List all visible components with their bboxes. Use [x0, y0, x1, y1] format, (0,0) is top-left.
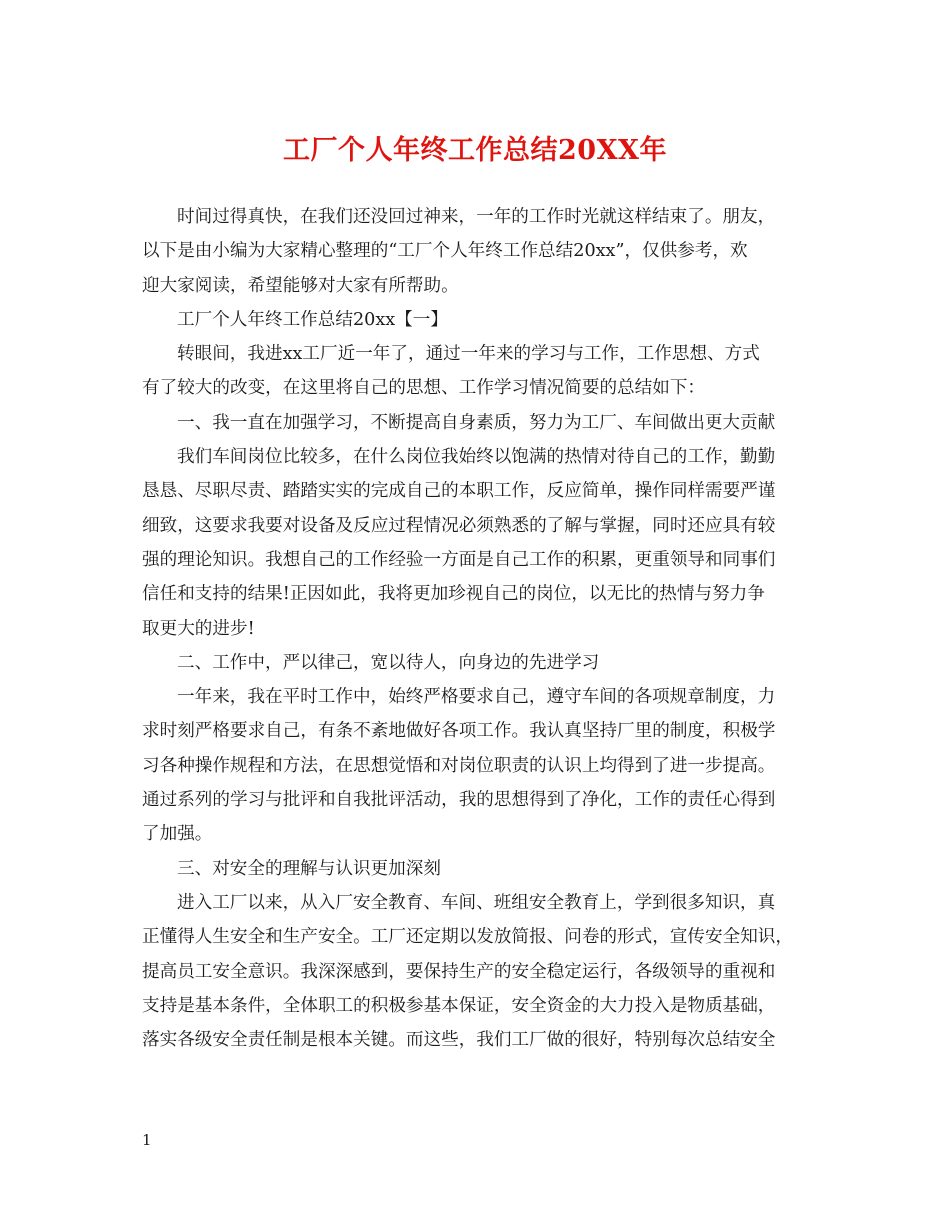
text-line: 强的理论知识。我想自己的工作经验一方面是自己工作的积累，更重领导和同事们	[142, 549, 776, 570]
document-body	[142, 200, 808, 1057]
text-line: 细致，这要求我要对设备及反应过程情况必须熟悉的了解与掌握，同时还应具有较	[142, 515, 776, 536]
text-line: 转眼间，我进xx工厂近一年了，通过一年来的学习与工作，工作思想、方式	[177, 344, 760, 365]
text-line: 一、我一直在加强学习，不断提高自身素质，努力为工厂、车间做出更大贡献	[177, 412, 776, 433]
text-line: 支持是基本条件，全体职工的积极参基本保证，安全资金的大力投入是物质基础，	[142, 995, 776, 1016]
text-line: 取更大的进步!	[142, 618, 255, 639]
document-title: 工厂个人年终工作总结20XX年	[283, 135, 667, 166]
text-line: 三、对安全的理解与认识更加深刻	[177, 858, 441, 879]
text-line: 求时刻严格要求自己，有条不紊地做好各项工作。我认真坚持厂里的制度，积极学	[142, 721, 776, 742]
text-line: 以下是由小编为大家精心整理的“工厂个人年终工作总结20xx”，仅供参考，欢	[142, 241, 748, 262]
text-line: 落实各级安全责任制是根本关键。而这些，我们工厂做的很好，特别每次总结安全	[142, 1030, 776, 1051]
text-line: 习各种操作规程和方法，在思想觉悟和对岗位职责的认识上均得到了进一步提高。	[142, 755, 776, 776]
text-line: 有了较大的改变，在这里将自己的思想、工作学习情况简要的总结如下：	[142, 378, 706, 399]
text-line: 二、工作中，严以律己，宽以待人，向身边的先进学习	[177, 652, 600, 673]
text-line: 进入工厂以来，从入厂安全教育、车间、班组安全教育上，学到很多知识，真	[177, 892, 776, 913]
page-number: 1	[142, 1131, 152, 1149]
text-line: 一年来，我在平时工作中，始终严格要求自己，遵守车间的各项规章制度，力	[177, 687, 776, 708]
text-line: 时间过得真快，在我们还没回过神来，一年的工作时光就这样结束了。朋友，	[177, 207, 776, 227]
text-line: 恳恳、尽职尽责、踏踏实实的完成自己的本职工作，反应简单，操作同样需要严谨	[142, 481, 776, 502]
text-line: 信任和支持的结果!正因如此，我将更加珍视自己的岗位，以无比的热情与努力争	[142, 584, 765, 605]
text-line: 通过系列的学习与批评和自我批评活动，我的思想得到了净化，工作的责任心得到	[142, 790, 776, 811]
text-line: 工厂个人年终工作总结20xx【一】	[177, 309, 448, 330]
text-line: 我们车间岗位比较多，在什么岗位我始终以饱满的热情对待自己的工作，勤勤	[177, 447, 776, 468]
text-line: 提高员工安全意识。我深深感到，要保持生产的安全稳定运行，各级领导的重视和	[142, 961, 776, 982]
text-line: 了加强。	[142, 824, 213, 845]
text-line: 正懂得人生安全和生产安全。工厂还定期以发放简报、问卷的形式，宣传安全知识，	[142, 927, 793, 948]
text-line: 迎大家阅读，希望能够对大家有所帮助。	[142, 275, 459, 296]
